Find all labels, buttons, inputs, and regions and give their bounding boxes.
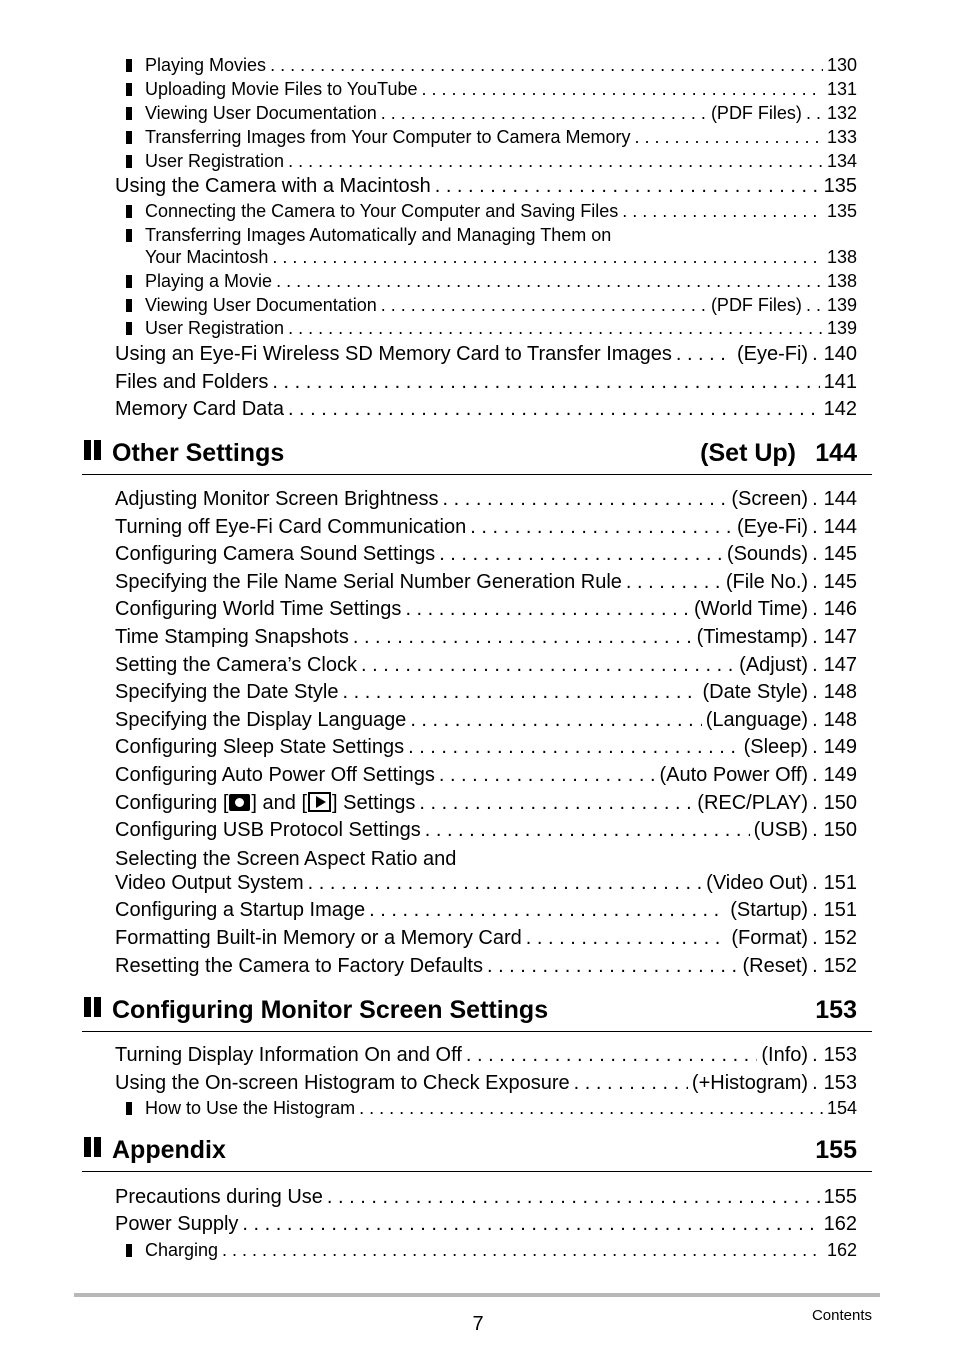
toc-entry[interactable]: Setting the Camera’s Clock . . . (Adjust) . 147 xyxy=(115,653,857,677)
entry-tag: (Adjust) xyxy=(739,654,809,676)
footer-rule xyxy=(74,1293,880,1297)
toc-entry[interactable]: User Registration . . . 134 xyxy=(126,150,857,172)
dot-leader xyxy=(405,597,690,621)
dot-leader xyxy=(361,653,735,677)
toc-entry[interactable]: Specifying the File Name Serial Number Generation Rule . . . (File No.) . 145 xyxy=(115,570,857,594)
entry-page: 135 xyxy=(823,175,857,197)
entry-tag: (PDF Files) xyxy=(710,103,802,123)
entry-page: 154 xyxy=(826,1098,857,1118)
entry-page: 146 xyxy=(823,598,857,620)
dot-separator: . . xyxy=(805,103,821,123)
bullet-icon xyxy=(126,275,132,288)
bullet-icon xyxy=(126,131,132,144)
dot-leader xyxy=(272,246,823,268)
toc-entry[interactable]: User Registration . . . 139 xyxy=(126,317,857,339)
section-title: Configuring Monitor Screen Settings xyxy=(112,996,549,1024)
camera-icon xyxy=(229,794,250,811)
dot-leader xyxy=(574,1071,688,1095)
section-marker-icon xyxy=(84,440,104,460)
dot-leader xyxy=(422,78,823,100)
dot-separator: . xyxy=(812,488,818,510)
bullet-icon xyxy=(126,229,132,242)
bullet-icon xyxy=(126,1102,132,1115)
toc-entry[interactable]: Viewing User Documentation . . . (PDF Files) . . 139 xyxy=(126,294,857,316)
entry-tag: (Video Out) xyxy=(706,872,809,894)
dot-separator: . xyxy=(812,543,818,565)
dot-separator: . . xyxy=(805,295,821,315)
dot-separator: . xyxy=(812,681,818,703)
dot-separator: . xyxy=(812,764,818,786)
bullet-icon xyxy=(126,322,132,335)
entry-page: 155 xyxy=(823,1186,857,1208)
entry-page: 162 xyxy=(826,1240,857,1260)
entry-page: 133 xyxy=(826,127,857,147)
entry-page: 150 xyxy=(823,792,857,814)
dot-separator: . xyxy=(812,654,818,676)
dot-leader xyxy=(419,791,693,815)
dot-leader xyxy=(308,871,703,895)
entry-tag: (PDF Files) xyxy=(710,295,802,315)
entry-tag: (Eye-Fi) xyxy=(736,343,809,365)
toc-entry[interactable]: Using an Eye-Fi Wireless SD Memory Card to Transfer Images . . . (Eye-Fi) . 140 xyxy=(115,342,857,366)
bullet-icon xyxy=(126,1244,132,1257)
entry-page: 139 xyxy=(826,318,857,338)
entry-page: 142 xyxy=(823,398,857,420)
dot-leader xyxy=(288,317,823,339)
entry-tag: (Sleep) xyxy=(743,736,809,758)
dot-leader xyxy=(381,102,707,124)
entry-tag: (Sounds) xyxy=(726,543,809,565)
entry-page: 153 xyxy=(823,1072,857,1094)
entry-tag: (Reset) xyxy=(742,955,809,977)
dot-leader xyxy=(222,1239,823,1261)
toc-entry[interactable]: Playing a Movie . . . 138 xyxy=(126,270,857,292)
dot-leader xyxy=(466,1043,758,1067)
entry-page: 148 xyxy=(823,709,857,731)
dot-separator: . xyxy=(812,872,818,894)
toc-entry[interactable]: Using the On-screen Histogram to Check Exposure . . . (+Histogram) . 153 xyxy=(115,1071,857,1095)
entry-page: 130 xyxy=(826,55,857,75)
entry-page: 144 xyxy=(823,516,857,538)
section-marker-icon xyxy=(84,1137,104,1157)
dot-leader xyxy=(435,174,820,198)
toc-entry[interactable]: Connecting the Camera to Your Computer and Saving Files . . . 135 xyxy=(126,200,857,222)
dot-leader xyxy=(622,200,823,222)
dot-separator: . xyxy=(812,955,818,977)
bullet-icon xyxy=(126,205,132,218)
toc-entry[interactable]: Configuring a Startup Image . . . (Startup) . 151 xyxy=(115,898,857,922)
entry-page: 138 xyxy=(826,247,857,267)
dot-separator: . xyxy=(812,598,818,620)
dot-separator: . xyxy=(812,1072,818,1094)
toc-entry[interactable]: Time Stamping Snapshots . . . (Timestamp) . 147 xyxy=(115,625,857,649)
section-title: Appendix xyxy=(112,1136,226,1164)
toc-entry[interactable]: Using the Camera with a Macintosh . . . 135 xyxy=(115,174,857,198)
entry-page: 139 xyxy=(826,295,857,315)
dot-leader xyxy=(410,708,701,732)
toc-entry[interactable]: Viewing User Documentation . . . (PDF Files) . . 132 xyxy=(126,102,857,124)
entry-page: 135 xyxy=(826,201,857,221)
dot-leader xyxy=(359,1097,823,1119)
entry-page: 152 xyxy=(823,927,857,949)
entry-page: 140 xyxy=(823,343,857,365)
play-icon xyxy=(308,792,331,812)
entry-page: 131 xyxy=(826,79,857,99)
dot-leader xyxy=(276,270,823,292)
dot-leader xyxy=(443,487,728,511)
bullet-icon xyxy=(126,83,132,96)
section-header-monitor-screen-settings[interactable] xyxy=(82,995,872,1032)
toc-entry[interactable]: Configuring World Time Settings . . . (World Time) . 146 xyxy=(115,597,857,621)
entry-tag: (Date Style) xyxy=(702,681,809,703)
toc-entry[interactable]: Transferring Images from Your Computer to Camera Memory . . . 133 xyxy=(126,126,857,148)
entry-tag: (Language) xyxy=(705,709,809,731)
toc-entry[interactable]: Turning off Eye-Fi Card Communication . . . (Eye-Fi) . 144 xyxy=(115,515,857,539)
dot-leader xyxy=(425,818,750,842)
toc-entry-first-line[interactable]: Transferring Images Automatically and Managing Them on xyxy=(126,224,611,246)
toc-entry[interactable]: Memory Card Data . . . 142 xyxy=(115,397,857,421)
dot-separator: . xyxy=(812,516,818,538)
dot-leader xyxy=(470,515,733,539)
toc-entry[interactable]: Video Output System . . . (Video Out) . 151 xyxy=(115,871,857,895)
dot-separator: . xyxy=(812,626,818,648)
entry-page: 151 xyxy=(823,872,857,894)
entry-tag: (REC/PLAY) xyxy=(697,792,809,814)
entry-page: 147 xyxy=(823,654,857,676)
toc-entry[interactable]: Configuring [ ] and [ ] Settings . . . (REC/PLAY) . 150 xyxy=(115,791,857,815)
entry-tag: (Eye-Fi) xyxy=(736,516,809,538)
entry-tag: (USB) xyxy=(753,819,809,841)
toc-entry[interactable]: Resetting the Camera to Factory Defaults . . . (Reset) . 152 xyxy=(115,954,857,978)
dot-leader xyxy=(676,342,733,366)
bullet-icon xyxy=(126,107,132,120)
entry-page: 149 xyxy=(823,736,857,758)
toc-entry[interactable]: Configuring Sleep State Settings . . . (Sleep) . 149 xyxy=(115,735,857,759)
entry-tag: (World Time) xyxy=(693,598,809,620)
dot-leader xyxy=(327,1185,820,1209)
dot-separator: . xyxy=(812,343,818,365)
toc-entry[interactable]: Configuring Camera Sound Settings . . . (Sounds) . 145 xyxy=(115,542,857,566)
bullet-icon xyxy=(126,59,132,72)
dot-leader xyxy=(381,294,707,316)
entry-tag: (Auto Power Off) xyxy=(659,764,809,786)
dot-separator: . xyxy=(812,1044,818,1066)
toc-entry[interactable]: Specifying the Display Language . . . (Language) . 148 xyxy=(115,708,857,732)
section-page: 153 xyxy=(815,996,857,1024)
toc-entry[interactable]: Turning Display Information On and Off . . . (Info) . 153 xyxy=(115,1043,857,1067)
section-header-other-settings[interactable] xyxy=(82,438,872,475)
toc-entry[interactable]: How to Use the Histogram . . . 154 xyxy=(126,1097,857,1119)
dot-leader xyxy=(526,926,728,950)
section-page: 144 xyxy=(815,439,857,467)
dot-leader xyxy=(487,954,739,978)
toc-entry-first-line[interactable]: Selecting the Screen Aspect Ratio and xyxy=(115,848,457,870)
page-number: 7 xyxy=(472,1313,484,1335)
entry-page: 147 xyxy=(823,626,857,648)
entry-tag: (Format) xyxy=(731,927,809,949)
toc-entry[interactable]: Configuring Auto Power Off Settings . . . (Auto Power Off) . 149 xyxy=(115,763,857,787)
footer-label[interactable]: Contents xyxy=(811,1307,872,1324)
dot-leader xyxy=(242,1212,819,1236)
entry-page: 138 xyxy=(826,271,857,291)
toc-entry[interactable]: Configuring USB Protocol Settings . . . (USB) . 150 xyxy=(115,818,857,842)
dot-leader xyxy=(439,763,656,787)
dot-separator: . xyxy=(812,927,818,949)
toc-entry[interactable]: Power Supply . . . 162 xyxy=(115,1212,857,1236)
dot-separator: . xyxy=(812,736,818,758)
toc-entry[interactable]: Uploading Movie Files to YouTube . . . 131 xyxy=(126,78,857,100)
dot-leader xyxy=(288,397,820,421)
dot-leader xyxy=(408,735,740,759)
dot-separator: . xyxy=(812,792,818,814)
entry-page: 151 xyxy=(823,899,857,921)
toc-entry[interactable]: Adjusting Monitor Screen Brightness . . . (Screen) . 144 xyxy=(115,487,857,511)
dot-leader xyxy=(270,54,823,76)
toc-entry[interactable]: Your Macintosh . . . 138 xyxy=(145,246,857,268)
entry-tag: (Startup) xyxy=(730,899,809,921)
dot-separator: . xyxy=(812,819,818,841)
entry-page: 141 xyxy=(823,371,857,393)
dot-separator: . xyxy=(812,899,818,921)
entry-tag: (Timestamp) xyxy=(696,626,809,648)
toc-entry[interactable]: Files and Folders . . . 141 xyxy=(115,370,857,394)
toc-entry[interactable]: Formatting Built-in Memory or a Memory Card . . . (Format) . 152 xyxy=(115,926,857,950)
entry-page: 148 xyxy=(823,681,857,703)
entry-tag: (Screen) xyxy=(731,488,809,510)
entry-page: 152 xyxy=(823,955,857,977)
section-title: Other Settings xyxy=(112,439,285,467)
bullet-icon xyxy=(126,155,132,168)
entry-page: 150 xyxy=(823,819,857,841)
dot-separator: . xyxy=(812,709,818,731)
entry-page: 132 xyxy=(826,103,857,123)
dot-leader xyxy=(439,542,723,566)
dot-leader xyxy=(288,150,823,172)
dot-leader xyxy=(369,898,726,922)
section-page: 155 xyxy=(815,1136,857,1164)
entry-page: 153 xyxy=(823,1044,857,1066)
dot-leader xyxy=(353,625,693,649)
dot-leader xyxy=(272,370,819,394)
entry-page: 144 xyxy=(823,488,857,510)
section-marker-icon xyxy=(84,997,104,1017)
entry-page: 162 xyxy=(823,1213,857,1235)
toc-entry[interactable]: Playing Movies . . . 130 xyxy=(126,54,857,76)
section-header-appendix[interactable] xyxy=(82,1135,872,1172)
entry-tag: (+Histogram) xyxy=(691,1072,809,1094)
toc-entry[interactable]: Precautions during Use . . . 155 xyxy=(115,1185,857,1209)
bullet-icon xyxy=(126,299,132,312)
dot-leader xyxy=(635,126,823,148)
entry-tag: (Info) xyxy=(761,1044,809,1066)
entry-page: 134 xyxy=(826,151,857,171)
toc-entry[interactable]: Charging . . . 162 xyxy=(126,1239,857,1261)
dot-leader xyxy=(342,680,698,704)
dot-leader xyxy=(626,570,722,594)
section-tag: (Set Up) xyxy=(700,439,796,467)
entry-page: 149 xyxy=(823,764,857,786)
entry-page: 145 xyxy=(823,571,857,593)
entry-page: 145 xyxy=(823,543,857,565)
dot-separator: . xyxy=(812,571,818,593)
toc-entry[interactable]: Specifying the Date Style . . . (Date Style) . 148 xyxy=(115,680,857,704)
entry-tag: (File No.) xyxy=(725,571,809,593)
